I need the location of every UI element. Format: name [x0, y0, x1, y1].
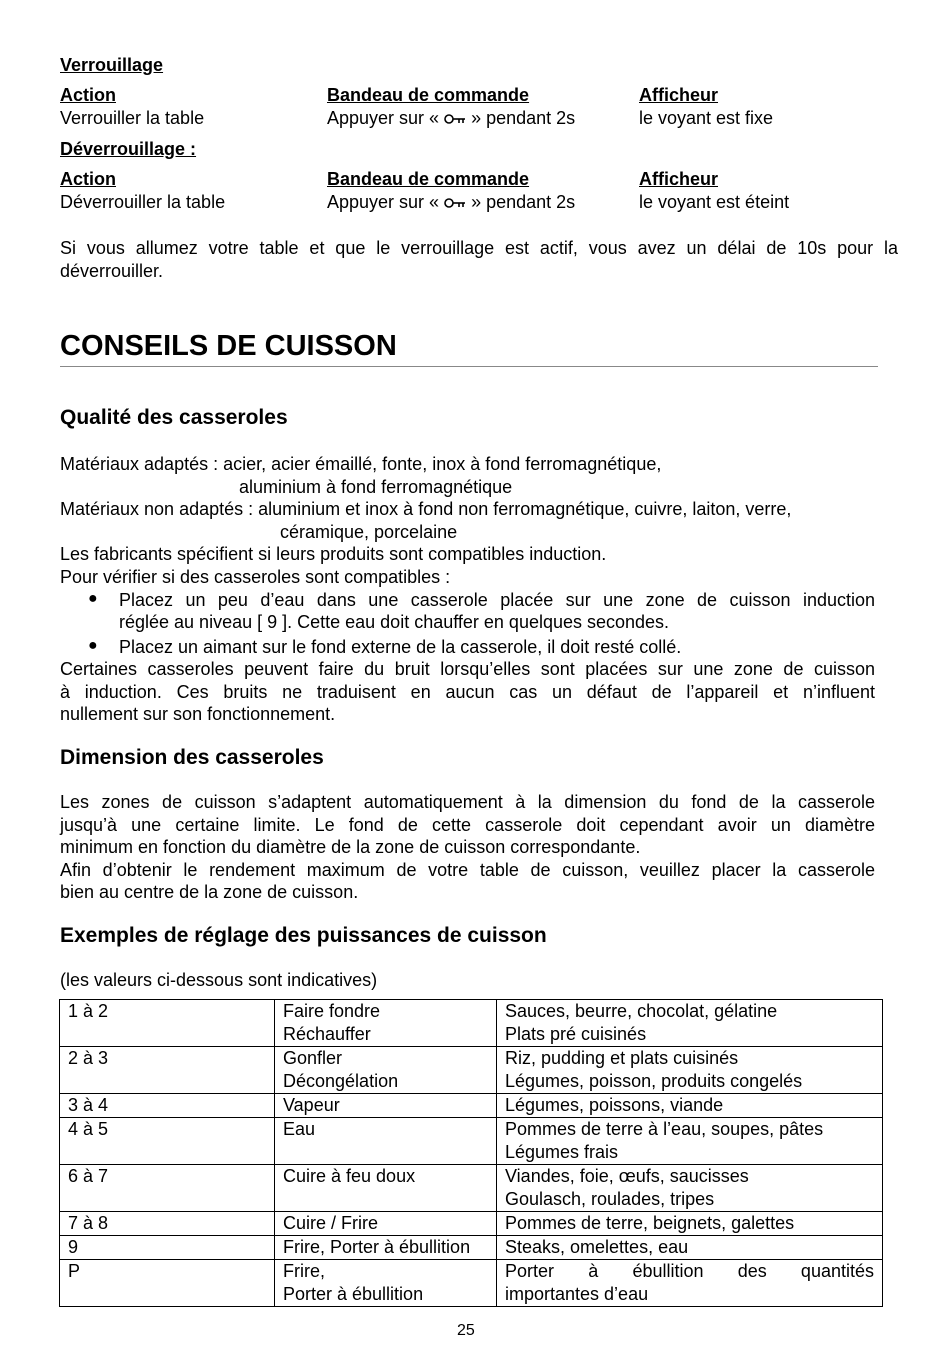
power-level: 4 à 5	[68, 1119, 109, 1139]
cooking-method: Frire, Porter à ébullition	[283, 1237, 471, 1257]
lock-note-line2: déverrouiller.	[60, 261, 164, 281]
food-examples-cell	[497, 1094, 883, 1118]
cooking-method: Eau	[283, 1119, 316, 1139]
food-example: Riz, pudding et plats cuisinés	[505, 1048, 739, 1068]
cooking-method-cell	[275, 1236, 497, 1260]
unlock-col-display: Afficheur	[639, 169, 719, 189]
section-divider	[60, 366, 878, 367]
power-level-cell	[60, 1094, 275, 1118]
lock-note-line1: Si vous allumez votre table et que le verrouillage est actif, vous avez un délai de 10s pour la	[60, 238, 898, 258]
food-example: Légumes, poissons, viande	[505, 1095, 724, 1115]
lock-col-action: Action	[60, 85, 116, 105]
dimension-line: Les zones de cuisson s’adaptent automatiquement à la dimension du fond de la casserole	[60, 792, 875, 812]
dimension-line: Afin d’obtenir le rendement maximum de votre table de cuisson, veuillez placer la casserole	[60, 860, 875, 880]
power-level: 2 à 3	[68, 1048, 109, 1068]
cooking-method-cell	[275, 1165, 497, 1212]
power-settings-table	[59, 999, 883, 1307]
unlock-col-panel: Bandeau de commande	[327, 169, 530, 189]
food-example: importantes d’eau	[505, 1284, 649, 1304]
table-row	[60, 1236, 883, 1260]
food-examples-cell	[497, 1047, 883, 1094]
power-level: 6 à 7	[68, 1166, 109, 1186]
food-examples-cell	[497, 1165, 883, 1212]
table-row	[60, 1260, 883, 1307]
food-examples-cell	[497, 1212, 883, 1236]
quality-heading: Qualité des casseroles	[60, 406, 288, 429]
lock-panel-after: » pendant 2s	[466, 108, 576, 128]
cooking-method: Porter à ébullition	[283, 1284, 424, 1304]
cooking-method-cell	[275, 1047, 497, 1094]
food-example: Légumes frais	[505, 1142, 619, 1162]
quality-line: Matériaux non adaptés : aluminium et inox à fond non ferromagnétique, cuivre, laiton, verre,	[60, 499, 792, 519]
cooking-method: Cuire / Frire	[283, 1213, 379, 1233]
quality-line: Les fabricants spécifient si leurs produits sont compatibles induction.	[60, 544, 607, 564]
table-row	[60, 1165, 883, 1212]
key-icon	[444, 112, 466, 126]
dimension-line: jusqu’à une certaine limite. Le fond de cette casserole doit cependant avoir un diamètre	[60, 815, 875, 835]
lock-action: Verrouiller la table	[60, 108, 205, 128]
cooking-method: Frire,	[283, 1261, 325, 1281]
unlock-col-action: Action	[60, 169, 116, 189]
page-number: 25	[457, 1322, 475, 1339]
power-level-cell	[60, 1236, 275, 1260]
dimension-heading: Dimension des casseroles	[60, 746, 324, 769]
unlock-display: le voyant est éteint	[639, 192, 790, 212]
examples-note: (les valeurs ci-dessous sont indicatives)	[60, 970, 378, 990]
bullet-text: réglée au niveau [ 9 ]. Cette eau doit chauffer en quelques secondes.	[119, 612, 670, 632]
examples-heading: Exemples de réglage des puissances de cuisson	[60, 924, 547, 947]
power-level: P	[68, 1261, 81, 1281]
power-level-cell	[60, 1212, 275, 1236]
power-level: 3 à 4	[68, 1095, 109, 1115]
power-level-cell	[60, 1047, 275, 1094]
food-examples-cell	[497, 1236, 883, 1260]
bullet-dot: ●	[88, 590, 98, 607]
quality-line: Pour vérifier si des casseroles sont compatibles :	[60, 567, 451, 587]
food-example: Plats pré cuisinés	[505, 1024, 647, 1044]
bullet-text: Placez un aimant sur le fond externe de la casserole, il doit resté collé.	[119, 637, 682, 657]
food-examples-cell	[497, 1118, 883, 1165]
table-row	[60, 1047, 883, 1094]
lock-panel-instruction	[327, 107, 575, 129]
cooking-method-cell	[275, 1212, 497, 1236]
power-level-cell	[60, 1118, 275, 1165]
key-icon	[444, 196, 466, 210]
cooking-method-cell	[275, 1000, 497, 1047]
bullet-text: Placez un peu d’eau dans une casserole placée sur une zone de cuisson induction	[119, 590, 875, 610]
cooking-method: Réchauffer	[283, 1024, 371, 1044]
lock-display: le voyant est fixe	[639, 108, 774, 128]
food-examples-cell	[497, 1260, 883, 1307]
unlock-panel-after: » pendant 2s	[466, 192, 576, 212]
table-row	[60, 1000, 883, 1047]
unlock-panel-before: Appuyer sur «	[327, 192, 445, 212]
dimension-line: minimum en fonction du diamètre de la zone de cuisson correspondante.	[60, 837, 641, 857]
lock-heading: Verrouillage	[60, 55, 164, 75]
quality-line: aluminium à fond ferromagnétique	[239, 477, 513, 497]
food-example: Sauces, beurre, chocolat, gélatine	[505, 1001, 778, 1021]
quality-line: céramique, porcelaine	[280, 522, 458, 542]
cooking-method: Décongélation	[283, 1071, 399, 1091]
section-title-text: CONSEILS DE CUISSON	[60, 330, 397, 362]
dimension-line: bien au centre de la zone de cuisson.	[60, 882, 359, 902]
power-level-cell	[60, 1260, 275, 1307]
unlock-action: Déverrouiller la table	[60, 192, 226, 212]
cooking-method-cell	[275, 1260, 497, 1307]
food-example: Steaks, omelettes, eau	[505, 1237, 689, 1257]
unlock-heading: Déverrouillage :	[60, 139, 197, 159]
table-row	[60, 1212, 883, 1236]
section-title	[60, 330, 397, 363]
power-level: 1 à 2	[68, 1001, 109, 1021]
food-example: Porter à ébullition des quantités	[505, 1261, 874, 1281]
lock-col-display: Afficheur	[639, 85, 719, 105]
quality-line: Matériaux adaptés : acier, acier émaillé, fonte, inox à fond ferromagnétique,	[60, 454, 662, 474]
cooking-method-cell	[275, 1118, 497, 1165]
lock-col-panel: Bandeau de commande	[327, 85, 530, 105]
food-examples-cell	[497, 1000, 883, 1047]
cooking-method: Cuire à feu doux	[283, 1166, 416, 1186]
food-example: Goulasch, roulades, tripes	[505, 1189, 715, 1209]
table-row	[60, 1118, 883, 1165]
quality-paragraph: nullement sur son fonctionnement.	[60, 704, 336, 724]
food-example: Légumes, poisson, produits congelés	[505, 1071, 803, 1091]
food-example: Pommes de terre, beignets, galettes	[505, 1213, 795, 1233]
cooking-method: Vapeur	[283, 1095, 340, 1115]
table-row	[60, 1094, 883, 1118]
cooking-method: Faire fondre	[283, 1001, 381, 1021]
unlock-panel-instruction	[327, 191, 575, 213]
power-level: 9	[68, 1237, 79, 1257]
cooking-method-cell	[275, 1094, 497, 1118]
bullet-dot: ●	[88, 637, 98, 654]
food-example: Viandes, foie, œufs, saucisses	[505, 1166, 749, 1186]
power-level-cell	[60, 1165, 275, 1212]
quality-paragraph: Certaines casseroles peuvent faire du bruit lorsqu’elles sont placées sur une zone de cuisson	[60, 659, 875, 679]
power-level-cell	[60, 1000, 275, 1047]
food-example: Pommes de terre à l’eau, soupes, pâtes	[505, 1119, 824, 1139]
lock-panel-before: Appuyer sur «	[327, 108, 445, 128]
cooking-method: Gonfler	[283, 1048, 343, 1068]
power-level: 7 à 8	[68, 1213, 109, 1233]
quality-paragraph: à induction. Ces bruits ne traduisent en aucun cas un défaut de l’appareil et n’influent	[60, 682, 875, 702]
